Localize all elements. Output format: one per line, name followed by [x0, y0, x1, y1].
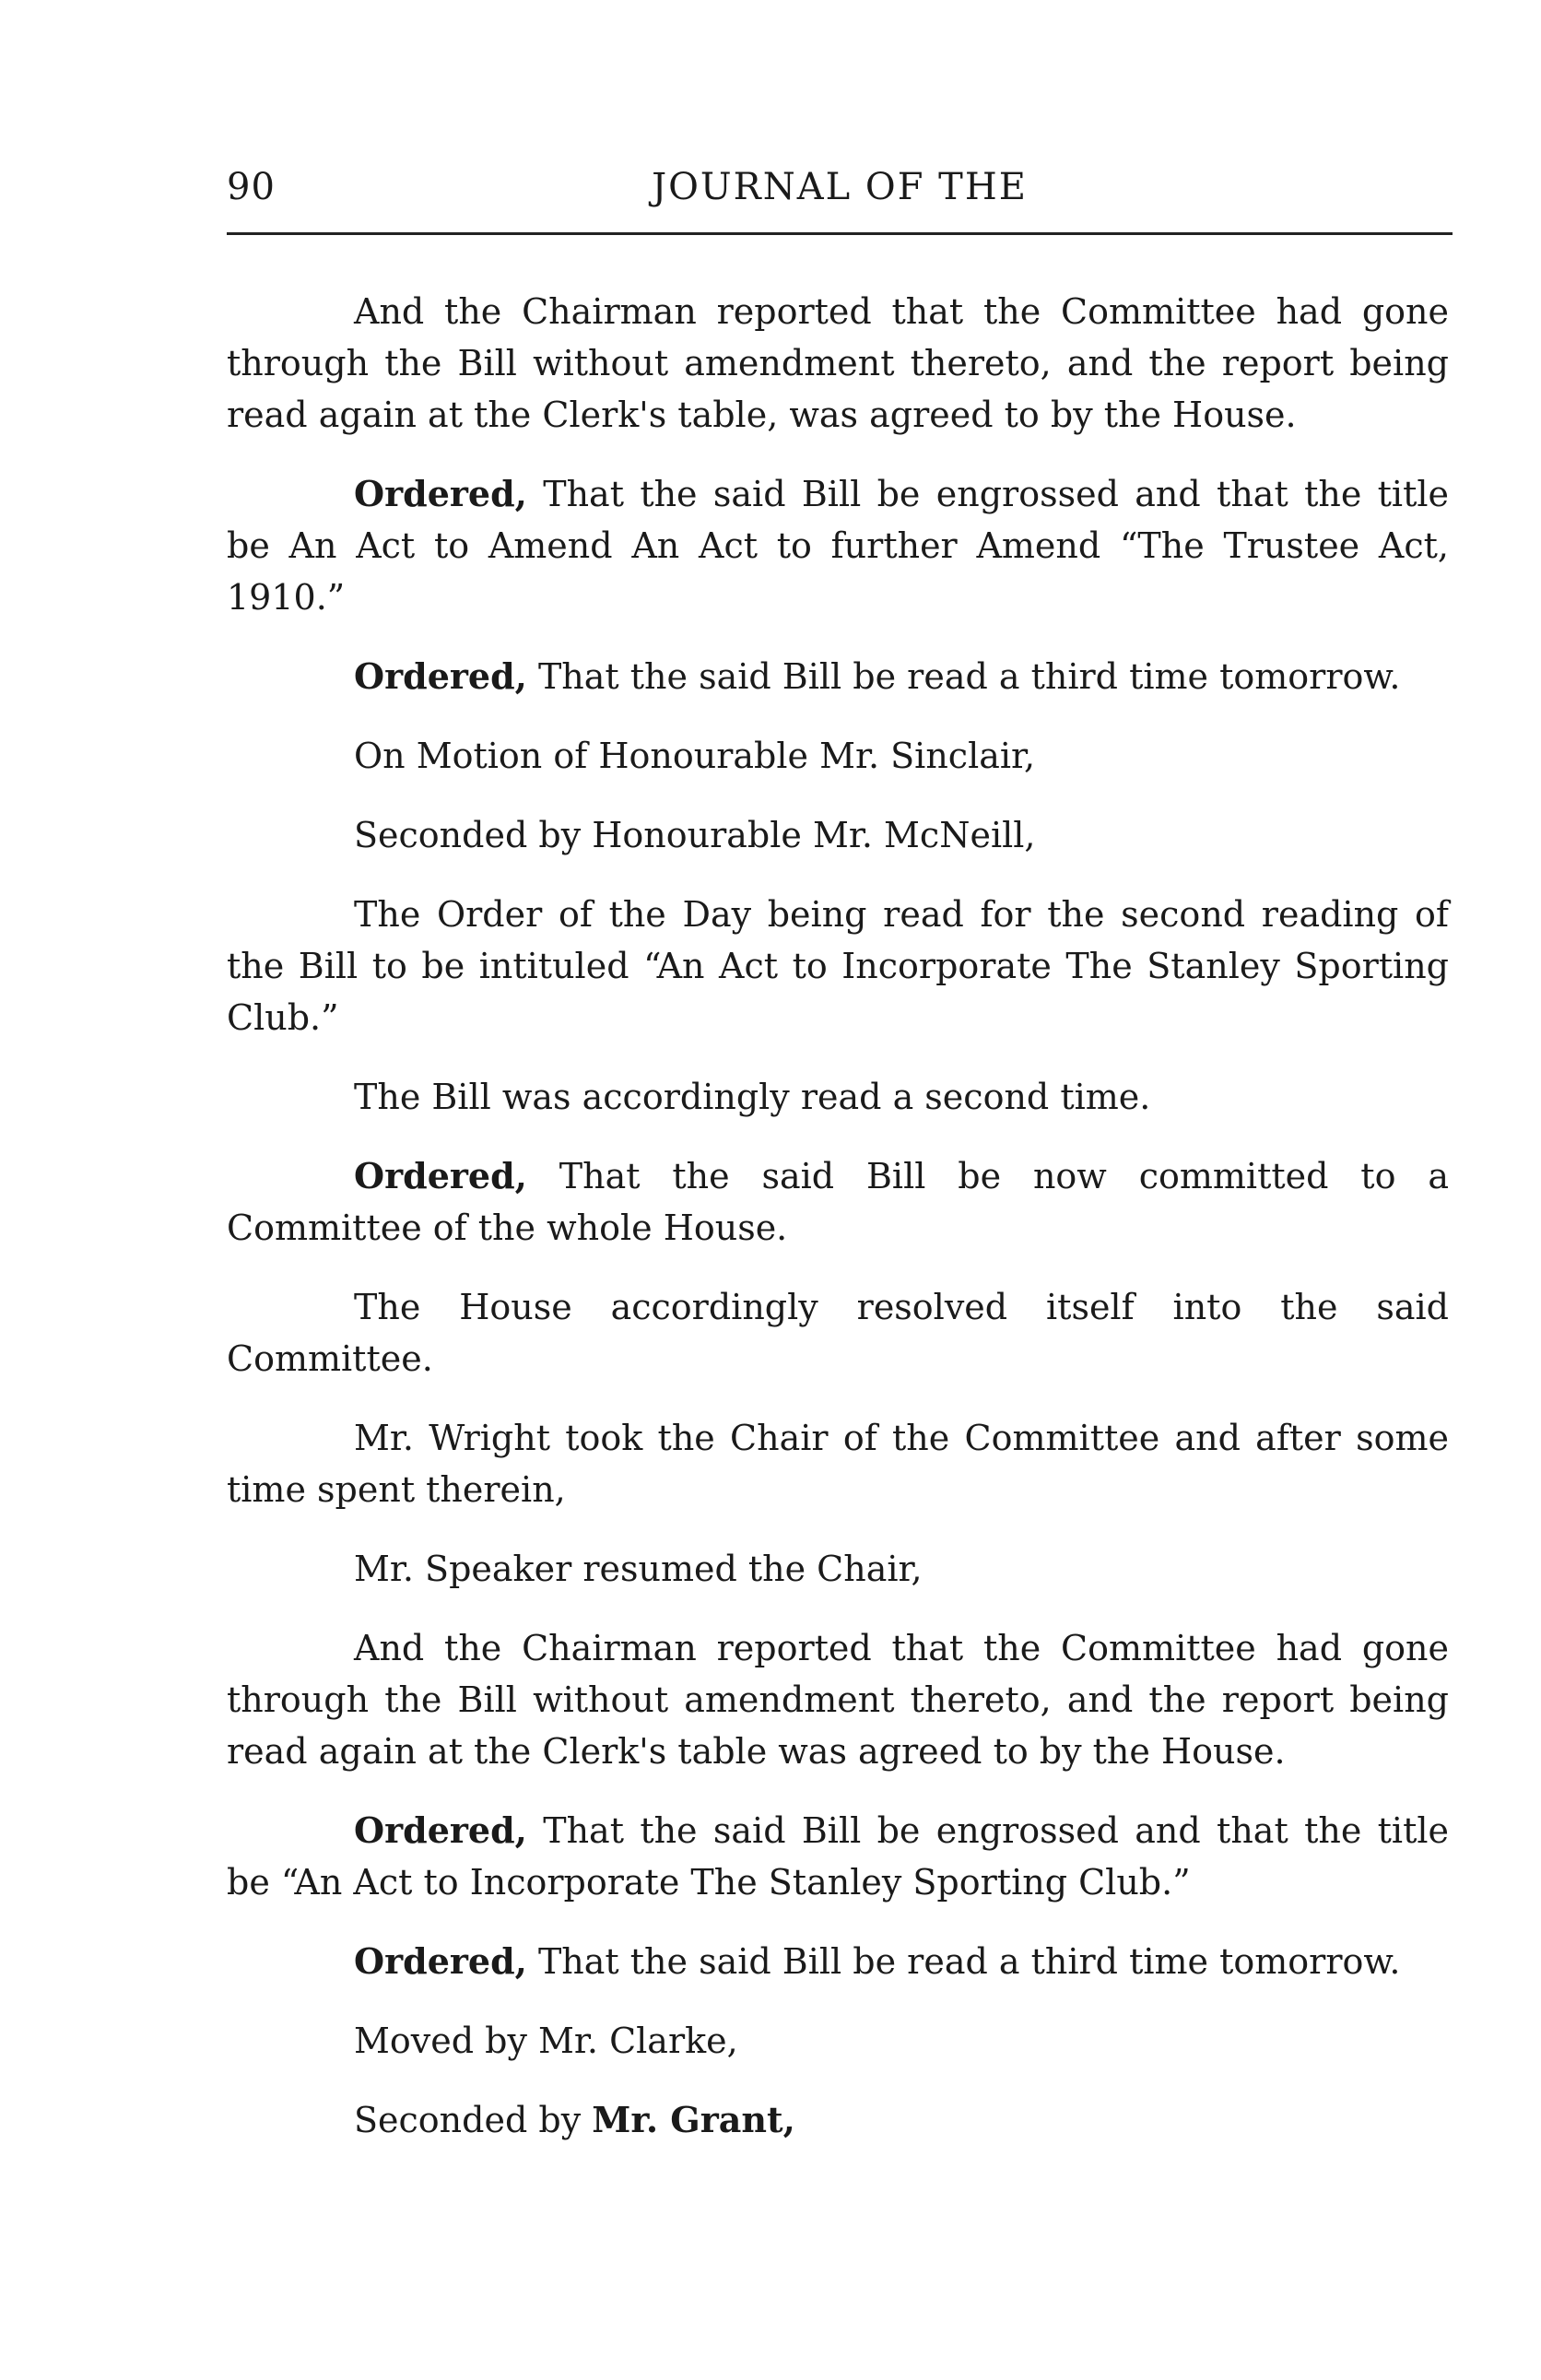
closing-prefix: Seconded by [354, 2100, 593, 2140]
paragraph [227, 1936, 1449, 1987]
paragraph-text: That the said Bill be now committed to a Committee of the whole House. [227, 1156, 1449, 1248]
paragraph-text: That the said Bill be engrossed and that the title be An Act to Amend An Act to further Amend “The Trustee Act, 1910.” [227, 474, 1449, 618]
journal-body [227, 286, 1449, 2174]
closing-line [227, 2094, 1449, 2146]
paragraph [227, 809, 1449, 861]
paragraph [227, 889, 1449, 1043]
paragraph [227, 1543, 1449, 1595]
closing-name: Mr. Grant, [592, 2099, 795, 2140]
paragraph [227, 1071, 1449, 1123]
paragraph-text: The House accordingly resolved itself into the said Committee. [227, 1287, 1449, 1379]
paragraph [227, 1622, 1449, 1777]
paragraph [227, 468, 1449, 623]
paragraph-text: Moved by Mr. Clarke, [354, 2021, 738, 2061]
paragraph-text: That the said Bill be read a third time tomorrow. [526, 656, 1401, 697]
paragraph-lead: Ordered, [354, 1155, 527, 1196]
paragraph [227, 1412, 1449, 1515]
paragraph [227, 1805, 1449, 1908]
paragraph [227, 286, 1449, 441]
paragraph [227, 1281, 1449, 1384]
paragraph-text: Mr. Wright took the Chair of the Committee and after some time spent therein, [227, 1418, 1449, 1510]
paragraph [227, 2015, 1449, 2067]
paragraph-lead: Ordered, [354, 473, 527, 514]
paragraph-lead: Ordered, [354, 655, 527, 697]
paragraph [227, 1150, 1449, 1254]
paragraph-text: And the Chairman reported that the Committee had gone through the Bill without amendment thereto, and the report being read again at the Clerk's table was agreed to by the House. [227, 1628, 1449, 1772]
paragraph-text: The Order of the Day being read for the second reading of the Bill to be intituled “An Act to Incorporate The Stanley Sporting Club.” [227, 894, 1449, 1038]
paragraph-text: That the said Bill be read a third time tomorrow. [526, 1941, 1401, 1982]
paragraph-lead: Ordered, [354, 1940, 527, 1982]
paragraph-text: The Bill was accordingly read a second time. [354, 1077, 1151, 1117]
paragraph-text: That the said Bill be engrossed and that the title be “An Act to Incorporate The Stanley Sporting Club.” [227, 1810, 1449, 1903]
header-rule [227, 232, 1453, 235]
paragraph-text: Seconded by Honourable Mr. McNeill, [354, 815, 1036, 855]
page-number: 90 [227, 166, 276, 208]
paragraph-lead: Ordered, [354, 1809, 527, 1851]
paragraph-text: Mr. Speaker resumed the Chair, [354, 1549, 923, 1589]
page-header [227, 166, 1453, 221]
paragraph [227, 730, 1449, 782]
running-head: JOURNAL OF THE [652, 166, 1028, 208]
paragraph-text: On Motion of Honourable Mr. Sinclair, [354, 736, 1036, 776]
paragraph [227, 651, 1449, 702]
paragraph-text: And the Chairman reported that the Committee had gone through the Bill without amendment thereto, and the report being read again at the Clerk's table, was agreed to by the House. [227, 291, 1449, 435]
